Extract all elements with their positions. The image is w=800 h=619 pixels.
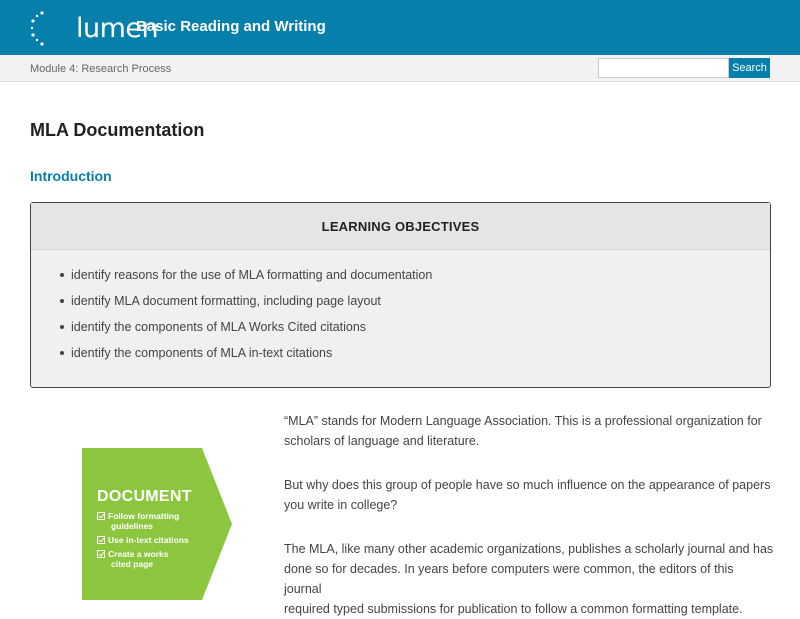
paragraph-line: “MLA” stands for Modern Language Association. This is a professional organization for: [284, 414, 762, 428]
paragraph-line: But why does this group of people have so much influence on the appearance of papers: [284, 478, 771, 492]
figure-item-text: Use in-text citations: [108, 535, 189, 545]
paragraph-line: you write in college?: [284, 498, 398, 512]
page-title: MLA Documentation: [30, 120, 205, 140]
checkbox-icon: [97, 550, 105, 558]
checkbox-icon: [97, 536, 105, 544]
site-title[interactable]: Basic Reading and Writing: [136, 18, 326, 35]
figure-checklist-item: [97, 535, 189, 545]
objective-item: identify the components of MLA in-text citations: [71, 340, 770, 366]
breadcrumb[interactable]: Module 4: Research Process: [30, 63, 172, 75]
body-paragraph: [284, 475, 774, 515]
lumen-logo[interactable]: [28, 8, 159, 48]
learning-objectives-box: [30, 202, 771, 388]
objectives-list: [31, 250, 770, 366]
figure-item-text: cited page: [111, 559, 154, 569]
objective-item: identify MLA document formatting, including page layout: [71, 288, 770, 314]
figure-item-text: guidelines: [111, 521, 154, 531]
figure-title: DOCUMENT: [97, 488, 192, 505]
body-paragraph: [284, 539, 774, 619]
objective-item: identify the components of MLA Works Cited citations: [71, 314, 770, 340]
lumen-logo-icon: [28, 8, 48, 48]
checkbox-icon: [97, 512, 105, 520]
paragraph-line: The MLA, like many other academic organizations, publishes a scholarly journal and has: [284, 542, 774, 556]
figure-checklist-item: [97, 549, 168, 569]
figure-checklist-item: [97, 511, 179, 531]
figure-item-text: Create a works: [108, 549, 169, 559]
paragraph-line: required typed submissions for publication to follow a common formatting template.: [284, 602, 743, 616]
paragraph-line: scholars of language and literature.: [284, 434, 480, 448]
section-heading: Introduction: [30, 168, 112, 184]
body-paragraph: [284, 411, 774, 451]
objective-item: identify reasons for the use of MLA formatting and documentation: [71, 262, 770, 288]
paragraph-line: done so for decades. In years before computers were common, the editors of this journal: [284, 562, 734, 596]
site-header: [0, 0, 800, 55]
logo-text: lumen: [76, 13, 159, 44]
sub-header: [0, 55, 800, 82]
search-input[interactable]: [598, 58, 729, 78]
figure-item-text: Follow formatting: [108, 511, 180, 521]
search-button[interactable]: Search: [729, 58, 770, 78]
learning-objectives-title: LEARNING OBJECTIVES: [31, 203, 770, 250]
